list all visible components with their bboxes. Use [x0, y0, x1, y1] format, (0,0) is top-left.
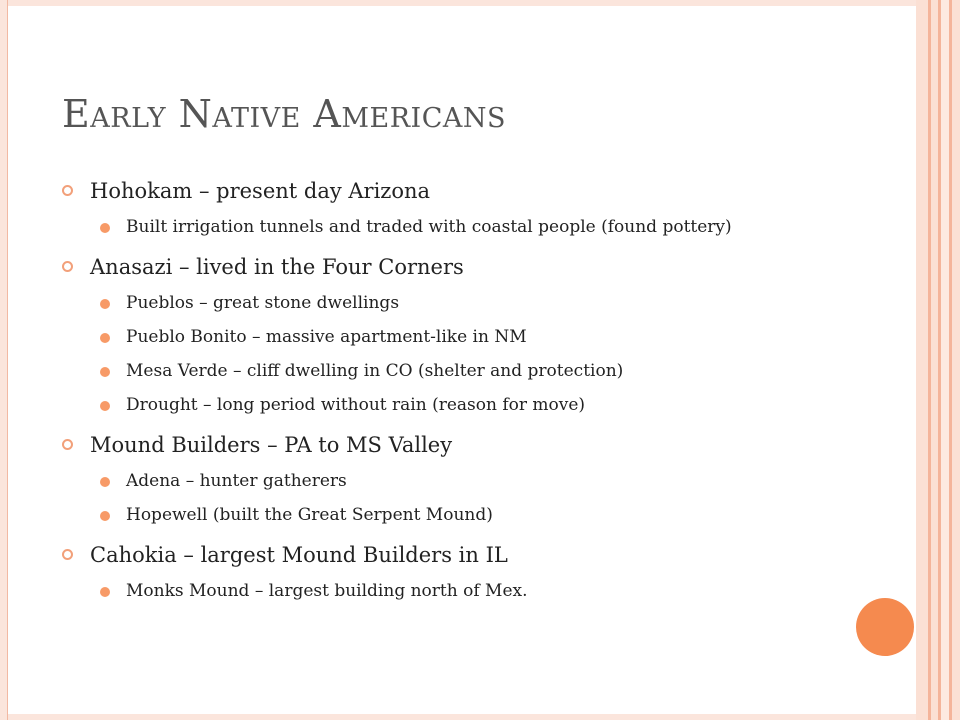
list-item	[62, 502, 822, 528]
list-item-text: Monks Mound – largest building north of Mex.	[126, 581, 528, 601]
ring-bullet-icon	[62, 261, 73, 272]
dot-bullet-icon	[100, 401, 110, 411]
list-item-text: Adena – hunter gatherers	[126, 471, 347, 491]
list-item	[62, 290, 822, 316]
dot-bullet-icon	[100, 367, 110, 377]
dot-bullet-icon	[100, 587, 110, 597]
ring-bullet-icon	[62, 439, 73, 450]
dot-bullet-icon	[100, 333, 110, 343]
slide-frame-top	[0, 0, 920, 6]
list-item	[62, 578, 822, 604]
list-item	[62, 358, 822, 384]
list-item-text: Built irrigation tunnels and traded with coastal people (found pottery)	[126, 217, 732, 237]
section-heading	[62, 540, 822, 570]
slide-title: Early Native Americans	[62, 92, 506, 136]
dot-bullet-icon	[100, 299, 110, 309]
list-item-text: Mesa Verde – cliff dwelling in CO (shelter and protection)	[126, 361, 624, 381]
section-heading	[62, 176, 822, 206]
section-heading-text: Hohokam – present day Arizona	[90, 179, 431, 203]
decorative-orange-circle	[856, 598, 914, 656]
ring-bullet-icon	[62, 185, 73, 196]
ring-bullet-icon	[62, 549, 73, 560]
dot-bullet-icon	[100, 223, 110, 233]
list-item-text: Pueblo Bonito – massive apartment-like in NM	[126, 327, 527, 347]
list-item-text: Hopewell (built the Great Serpent Mound)	[126, 505, 493, 525]
list-item-text: Pueblos – great stone dwellings	[126, 293, 400, 313]
list-item	[62, 468, 822, 494]
dot-bullet-icon	[100, 477, 110, 487]
section-heading	[62, 252, 822, 282]
section-heading-text: Anasazi – lived in the Four Corners	[90, 255, 464, 279]
section-heading-text: Mound Builders – PA to MS Valley	[90, 433, 453, 457]
list-item	[62, 392, 822, 418]
slide-frame-left	[0, 0, 8, 720]
section-heading-text: Cahokia – largest Mound Builders in IL	[90, 543, 508, 567]
list-item	[62, 214, 822, 240]
slide-frame-bottom	[0, 714, 920, 720]
slide-content	[62, 176, 822, 612]
dot-bullet-icon	[100, 511, 110, 521]
decorative-stripes	[916, 0, 960, 720]
list-item-text: Drought – long period without rain (reason for move)	[126, 395, 586, 415]
list-item	[62, 324, 822, 350]
section-heading	[62, 430, 822, 460]
